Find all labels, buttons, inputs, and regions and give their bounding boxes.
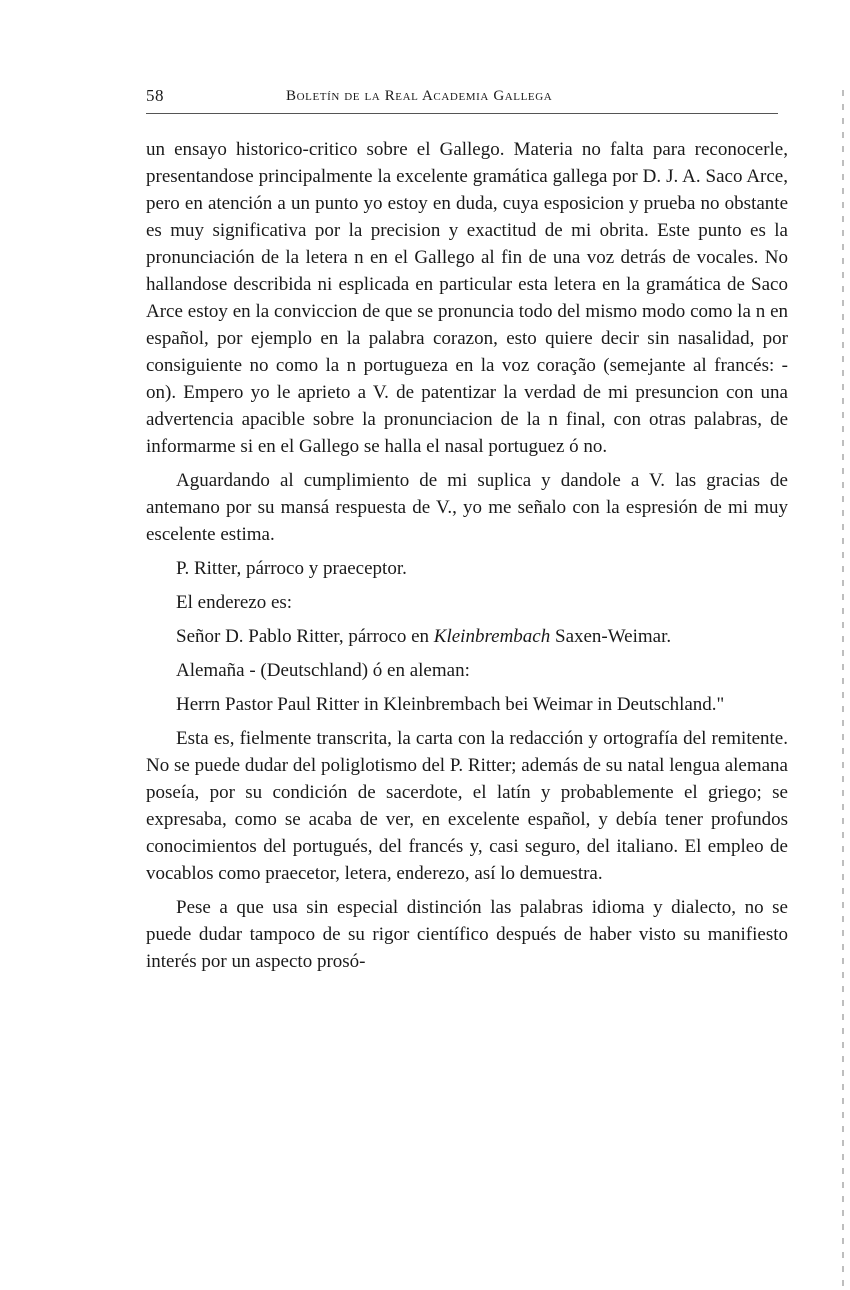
paragraph-letter-body: un ensayo historico-critico sobre el Gallego. Materia no falta para reconocerle, presentandose principalmente la excelente gramática gallega por D. J. A. Saco Arce, pero en atención a un punto yo estoy en duda, cuya esposicion y prueba no obstante es muy significativa por la precision y exactitud de mi obrita. Este punto es la pronunciación de la letera n en el Gallego al fin de una voz detrás de vocales. No hallandose describida ni esplicada en particular esta letera en la gramática de Saco Arce estoy en la conviccion de que se pronuncia todo del mismo modo como la n en español, por ejemplo en la palabra corazon, esto quiere decir sin nasalidad, por consiguiente no como la n portugueza en la voz coração (semejante al francés: - on). Empero yo le aprieto a V. de patentizar la verdad de mi presuncion con una advertencia apacible sobre la pronunciacion de la n final, con otras palabras, de informarme si en el Gallego se halla el nasal portuguez ó no. — [146, 139, 788, 457]
paragraph-final: Pese a que usa sin especial distinción las palabras idioma y dialecto, no se puede dudar tampoco de su rigor científico después de haber visto su manifiesto interés por un aspecto prosó- — [146, 897, 788, 972]
address-line — [146, 623, 788, 650]
paragraph-commentary: Esta es, fielmente transcrita, la carta con la redacción y ortografía del remitente. No se puede dudar del poliglotismo del P. Ritter; además de su natal lengua alemana poseía, por su condición de sacerdote, el latín y probablemente el griego; se expresaba, como se acaba de ver, en excelente español, y debía tener profundos conocimientos del portugués, del francés y, casi seguro, del italiano. El empleo de vocablos como praecetor, letera, enderezo, así lo demuestra. — [146, 728, 788, 884]
paragraph-closing: Aguardando al cumplimiento de mi suplica y dandole a V. las gracias de antemano por su mansá respuesta de V., yo me señalo con la espresión de mi muy escelente estima. — [146, 470, 788, 545]
page-edge-shadow — [842, 90, 844, 1290]
address-german: Herrn Pastor Paul Ritter in Kleinbrembach bei Weimar in Deutschland." — [176, 694, 725, 715]
page — [146, 80, 788, 982]
page-number: 58 — [146, 86, 164, 105]
address-intro: El enderezo es: — [176, 592, 293, 613]
address-line-post: Saxen-Weimar. — [550, 626, 672, 647]
address-country: Alemaña - (Deutschland) ó en aleman: — [176, 660, 470, 681]
running-head — [146, 80, 788, 110]
signature-line: P. Ritter, párroco y praeceptor. — [176, 558, 407, 579]
address-place: Kleinbrembach — [433, 626, 551, 647]
body-text — [146, 136, 788, 975]
address-line-pre: Señor D. Pablo Ritter, párroco en — [176, 626, 434, 647]
header-rule — [146, 113, 778, 114]
journal-title: Boletín de la Real Academia Gallega — [286, 88, 553, 104]
